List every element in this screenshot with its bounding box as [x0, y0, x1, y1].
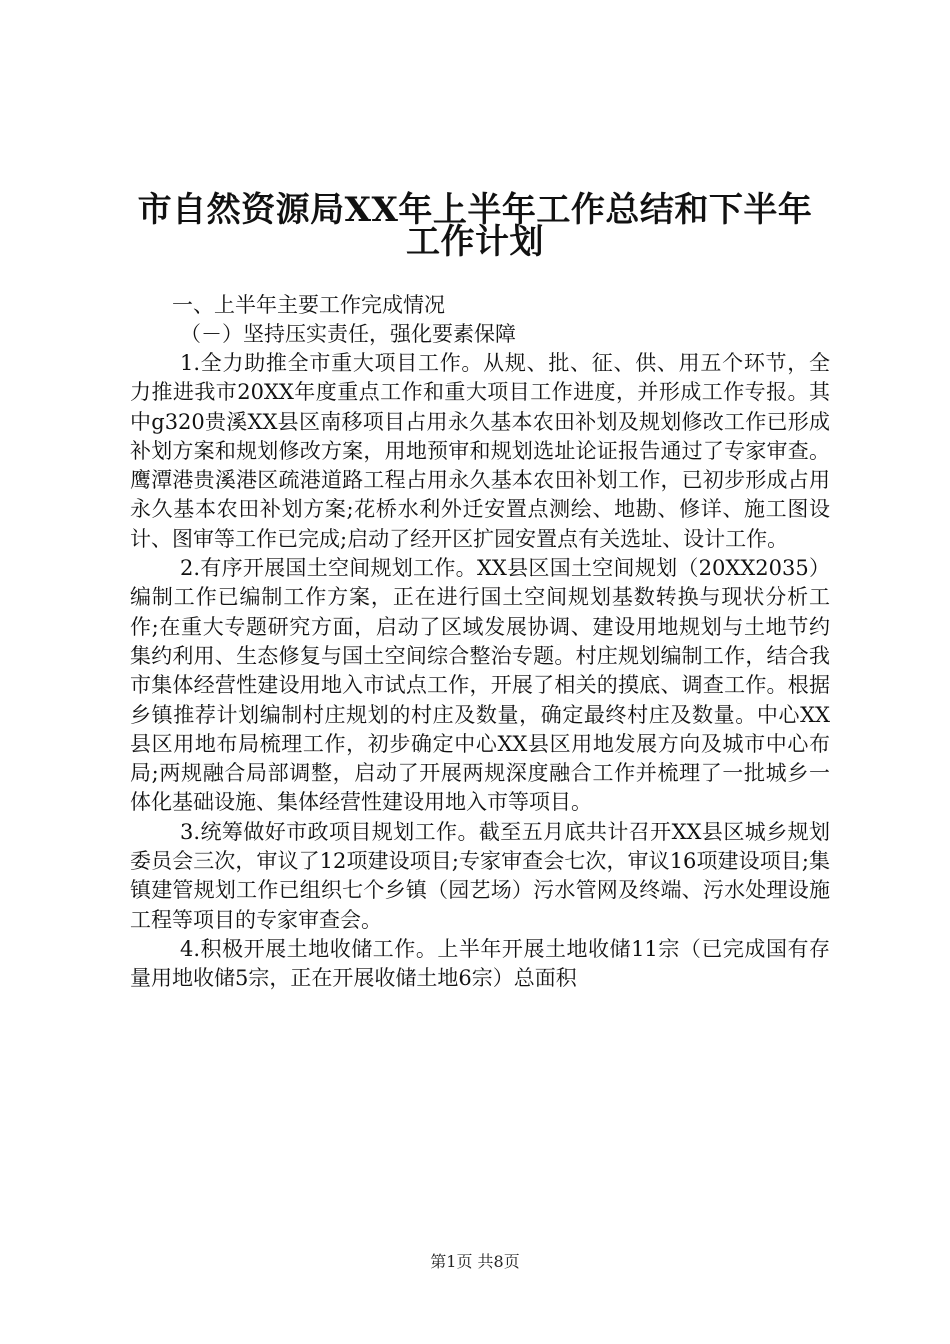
body-paragraph: 3.统筹做好市政项目规划工作。截至五月底共计召开XX县区城乡规划委员会三次，审议了12项建设项目;专家审查会七次，审议16项建设项目;集镇建管规划工作已组织七个乡镇（园艺场）污水管网及终端、污水处理设施工程等项目的专家审查会。 — [130, 819, 830, 932]
body-paragraph: 1.全力助推全市重大项目工作。从规、批、征、供、用五个环节，全力推进我市20XX年度重点工作和重大项目工作进度，并形成工作专报。其中g320贵溪XX县区南移项目占用永久基本农田补划及规划修改工作已形成补划方案和规划修改方案，用地预审和规划选址论证报告通过了专家审查。鹰潭港贵溪港区疏港道路工程占用永久基本农田补划工作，已初步形成占用永久基本农田补划方案;花桥水利外迁安置点测绘、地勘、修详、施工图设计、图审等工作已完成;启动了经开区扩园安置点有关选址、设计工作。 — [130, 351, 830, 551]
document-title-line2: 工作计划 — [406, 222, 544, 262]
section-heading: 一、上半年主要工作完成情况 — [172, 293, 445, 317]
page-number-footer: 第1页 共8页 — [430, 1252, 520, 1271]
body-paragraph: 4.积极开展土地收储工作。上半年开展土地收储11宗（已完成国有存量用地收储5宗，正在开展收储土地6宗）总面积 — [130, 936, 830, 991]
document-body — [130, 291, 830, 994]
subsection-heading: （－）坚持压实责任，强化要素保障 — [180, 322, 516, 346]
document-title-line1: 市自然资源局XX年上半年工作总结和下半年 — [137, 190, 813, 230]
body-paragraph: 2.有序开展国土空间规划工作。XX县区国土空间规划（20XX2035）编制工作已编制工作方案，正在进行国土空间规划基数转换与现状分析工作;在重大专题研究方面，启动了区域发展协调、建设用地规划与土地节约集约利用、生态修复与国土空间综合整治专题。村庄规划编制工作，结合我市集体经营性建设用地入市试点工作，开展了相关的摸底、调查工作。根据乡镇推荐计划编制村庄规划的村庄及数量，确定最终村庄及数量。中心XX县区用地布局梳理工作，初步确定中心XX县区用地发展方向及城市中心布局;两规融合局部调整，启动了开展两规深度融合工作并梳理了一批城乡一体化基础设施、集体经营性建设用地入市等项目。 — [130, 556, 830, 815]
